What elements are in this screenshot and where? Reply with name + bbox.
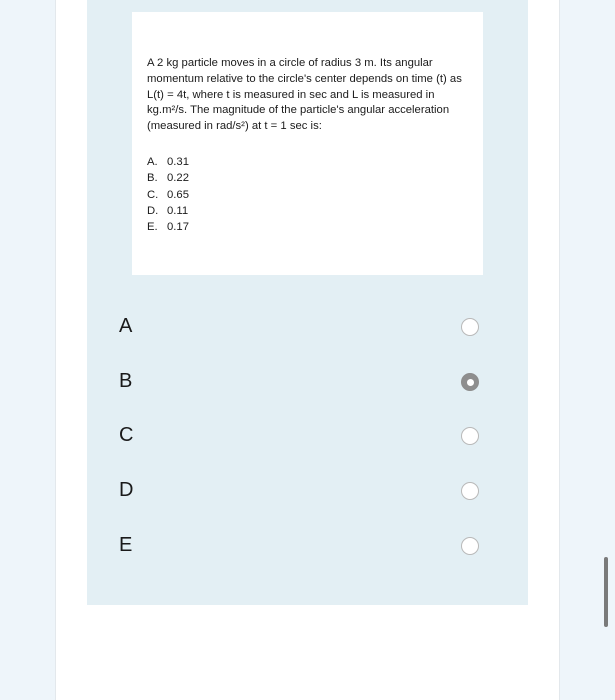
answer-row-e[interactable] [87, 524, 528, 574]
answer-row-b[interactable] [87, 360, 528, 410]
question-option-c: C. 0.65 [147, 188, 189, 201]
answer-label-d: D [119, 479, 134, 501]
answer-radio-b[interactable] [461, 373, 479, 391]
answer-radio-d[interactable] [461, 482, 479, 500]
answer-radio-c[interactable] [461, 427, 479, 445]
question-option-d: D. 0.11 [147, 204, 189, 217]
answer-label-e: E [119, 534, 133, 556]
question-option-a: A. 0.31 [147, 156, 189, 168]
answer-label-b: B [119, 370, 133, 392]
answer-label-c: C [119, 424, 134, 446]
answer-row-a[interactable] [87, 305, 528, 355]
answer-row-c[interactable] [87, 414, 528, 464]
answer-radio-e[interactable] [461, 537, 479, 555]
answer-radio-a[interactable] [461, 318, 479, 336]
question-option-b: B. 0.22 [147, 172, 189, 185]
question-text: A 2 kg particle moves in a circle of radius 3 m. Its angular momentum relative to the circle's center depends on time (t) as L(t) = 4t, where t is measured in sec and L is measured in kg.m²/s. The magnitude of the particle's angular acceleration (measured in rad/s²) at t = 1 sec is: [147, 57, 462, 133]
question-option-list [147, 154, 189, 235]
answer-label-a: A [119, 315, 133, 337]
question-option-e: E. 0.17 [147, 221, 189, 234]
answer-row-d[interactable] [87, 469, 528, 519]
scrollbar-thumb[interactable] [604, 557, 608, 627]
question-image [132, 12, 483, 275]
